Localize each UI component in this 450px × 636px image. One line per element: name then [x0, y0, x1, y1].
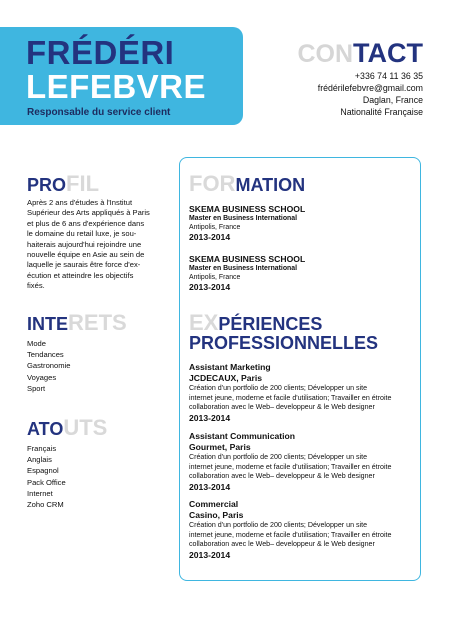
atouts-heading [27, 415, 108, 440]
profil-line: laquelle je saurais être force d'ex- [27, 260, 141, 270]
experiences-heading-light: EX [189, 310, 219, 335]
job-company: Casino, Paris [189, 510, 244, 520]
list-item: Gastronomie [27, 361, 71, 371]
profil-line: Supérieur des Arts appliqués à Paris [27, 208, 150, 218]
job-entry [189, 499, 417, 560]
school-name: SKEMA BUSINESS SCHOOL [189, 254, 306, 264]
years: 2013-2014 [189, 549, 231, 560]
job-role: Responsable du service client [27, 107, 171, 118]
atouts-heading-light: UTS [63, 415, 108, 440]
last-name: LEFEBVRE [26, 68, 207, 105]
profil-line: Après 2 ans d'études à l'Institut [27, 198, 133, 207]
first-name: FRÉDÉRI [26, 34, 175, 71]
atouts-heading-dark: ATO [27, 419, 64, 439]
contact-details [318, 70, 423, 118]
years: 2013-2014 [189, 282, 231, 292]
list-item: Espagnol [27, 466, 59, 476]
contact-phone: +336 74 11 36 35 [354, 71, 423, 81]
contact-nationality: Nationalité Française [340, 107, 423, 117]
formation-entry [189, 254, 305, 292]
job-desc-line: Création d'un portfolio de 200 clients; Développer un site [189, 453, 368, 461]
job-desc-line: collaboration avec le Web– developpeur & le Web designer [189, 540, 375, 549]
list-item: Français [27, 444, 57, 453]
degree: Master en Business International [189, 265, 297, 272]
school-place: Antipolis, France [189, 224, 241, 231]
contact-city: Daglan, France [362, 95, 423, 105]
list-item: Internet [27, 488, 53, 498]
job-title: Assistant Marketing [189, 362, 271, 372]
contact-heading-light: CON [297, 40, 354, 68]
profil-line: le domaine du retail luxe, je sou- [27, 229, 137, 239]
interets-heading [27, 310, 127, 335]
contact-heading [297, 40, 423, 67]
job-desc-line: internet jeune, moderne et facile d'utilisation; Travailler en étroite [189, 462, 392, 471]
experiences-heading [189, 310, 323, 335]
list-item: Pack Office [27, 477, 66, 487]
profil-line: haiterais aujourd'hui rejoindre une [27, 239, 142, 249]
job-title: Assistant Communication [189, 431, 296, 441]
years: 2013-2014 [189, 232, 231, 242]
interets-heading-light: RETS [68, 310, 127, 335]
job-company: Gourmet, Paris [189, 442, 251, 452]
profil-line: et plus de 6 ans d'expérience dans [27, 218, 145, 228]
formation-heading [189, 171, 306, 196]
school-place: Antipolis, France [189, 274, 241, 281]
list-item: Zoho CRM [27, 500, 64, 510]
experiences-heading-line2-text: PROFESSIONNELLES [189, 333, 379, 353]
profil-heading-dark: PRO [27, 175, 67, 195]
contact-email[interactable]: frédérilefebvre@gmail.com [317, 83, 423, 93]
experiences-heading-dark: PÉRIENCES [218, 314, 323, 334]
formation-heading-dark: MATION [235, 175, 306, 195]
job-company: JCDECAUX, Paris [189, 373, 263, 383]
list-item: Anglais [27, 455, 52, 465]
job-desc-line: Création d'un portfolio de 200 clients; Développer un site [189, 384, 368, 392]
experiences-heading-line2 [189, 333, 378, 353]
formation-heading-light: FOR [189, 171, 236, 196]
job-desc-line: collaboration avec le Web– developpeur & le Web designer [189, 472, 375, 481]
job-desc-line: Création d'un portfolio de 200 clients; Développer un site [189, 521, 368, 529]
job-desc-line: collaboration avec le Web– developpeur & le Web designer [189, 403, 375, 412]
profil-text [27, 198, 177, 292]
job-description [189, 384, 417, 413]
list-item: Tendances [27, 350, 64, 360]
atouts-list [27, 443, 66, 510]
profil-line: écution et atteindre les objectifs [27, 270, 134, 280]
job-description [189, 521, 417, 550]
job-entry [189, 431, 417, 492]
profil-line: nouvelle équipe en Asie au sein de [27, 250, 145, 260]
formation-entry [189, 204, 305, 242]
degree: Master en Business International [189, 215, 297, 222]
list-item: Sport [27, 383, 46, 393]
job-desc-line: internet jeune, moderne et facile d'utilisation; Travailler en étroite [189, 393, 392, 402]
job-title: Commercial [189, 499, 239, 509]
profil-heading [27, 171, 100, 196]
years: 2013-2014 [189, 481, 231, 492]
profil-line: fixés. [27, 281, 45, 291]
list-item: Mode [27, 339, 46, 348]
school-name: SKEMA BUSINESS SCHOOL [189, 204, 306, 214]
list-item: Voyages [27, 372, 57, 382]
job-entry [189, 362, 417, 423]
years: 2013-2014 [189, 412, 231, 423]
contact-heading-dark: TACT [353, 38, 423, 68]
interets-heading-dark: INTE [27, 314, 69, 334]
profil-heading-light: FIL [66, 171, 100, 196]
interets-list [27, 338, 70, 394]
job-description [189, 453, 417, 482]
job-desc-line: internet jeune, moderne et facile d'utilisation; Travailler en étroite [189, 530, 392, 539]
